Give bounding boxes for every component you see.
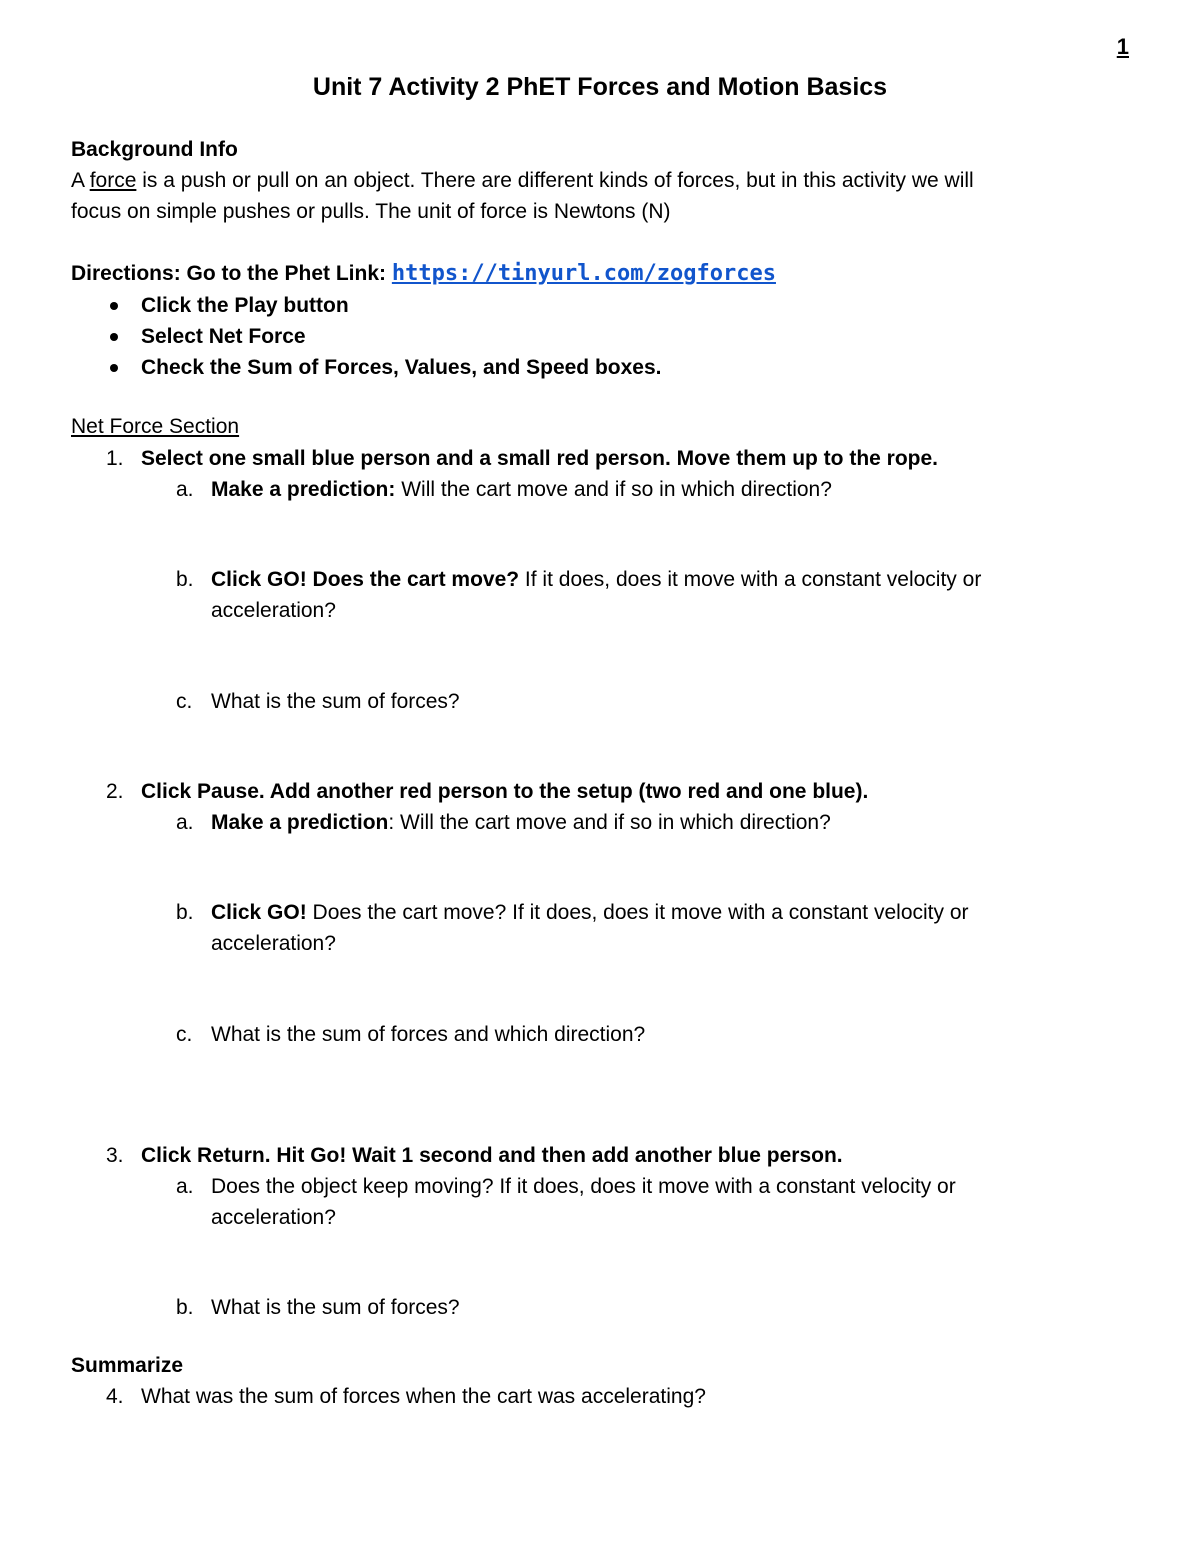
bullet-icon — [110, 333, 118, 341]
q3b-marker: b. — [176, 1296, 194, 1319]
direction-bullet-2: Select Net Force — [141, 325, 306, 348]
q1a-marker: a. — [176, 478, 194, 501]
q1a-bold: Make a prediction: — [211, 478, 396, 501]
q2a-bold: Make a prediction — [211, 811, 389, 834]
q3-text: Click Return. Hit Go! Wait 1 second and then add another blue person. — [141, 1144, 843, 1167]
q2c-marker: c. — [176, 1023, 193, 1046]
background-line-1 — [71, 165, 974, 196]
q1b-bold: Click GO! Does the cart move? — [211, 568, 520, 591]
q2-number: 2. — [106, 780, 124, 803]
background-line-1-post: is a push or pull on an object. There are different kinds of forces, but in this activity we will — [136, 169, 974, 192]
q2b-rest: Does the cart move? If it does, does it move with a constant velocity or — [306, 901, 969, 924]
q2-text: Click Pause. Add another red person to the setup (two red and one blue). — [141, 780, 869, 803]
page-title: Unit 7 Activity 2 PhET Forces and Motion Basics — [312, 73, 888, 101]
direction-bullet-3: Check the Sum of Forces, Values, and Speed boxes. — [141, 356, 662, 379]
q2c-text: What is the sum of forces and which direction? — [211, 1023, 646, 1046]
q2a-rest: : Will the cart move and if so in which direction? — [388, 811, 831, 834]
q3-number: 3. — [106, 1144, 124, 1167]
q1-number: 1. — [106, 447, 124, 470]
q1-text: Select one small blue person and a small red person. Move them up to the rope. — [141, 447, 939, 470]
q4-number: 4. — [106, 1385, 124, 1408]
q3a-text: Does the object keep moving? If it does, does it move with a constant velocity or — [211, 1175, 956, 1198]
directions-line — [71, 258, 776, 289]
q4-text: What was the sum of forces when the cart was accelerating? — [141, 1385, 706, 1408]
q1b-rest: If it does, does it move with a constant velocity or — [519, 568, 982, 591]
q2a-marker: a. — [176, 811, 194, 834]
q1b-text-2: acceleration? — [211, 599, 336, 622]
net-force-heading: Net Force Section — [71, 415, 240, 438]
phet-link[interactable]: https://tinyurl.com/zogforces — [391, 261, 776, 286]
q2b-bold: Click GO! — [211, 901, 307, 924]
q2b-marker: b. — [176, 901, 194, 924]
background-line-1-pre: A — [71, 169, 90, 192]
bullet-icon — [110, 302, 118, 310]
q2a-text — [211, 807, 831, 838]
bullet-icon — [110, 364, 118, 372]
background-line-2: focus on simple pushes or pulls. The unit of force is Newtons (N) — [71, 200, 671, 223]
summarize-heading: Summarize — [71, 1354, 184, 1377]
q3a-text-2: acceleration? — [211, 1206, 336, 1229]
q3b-text: What is the sum of forces? — [211, 1296, 460, 1319]
q2b-text-2: acceleration? — [211, 932, 336, 955]
q1a-rest: Will the cart move and if so in which direction? — [395, 478, 832, 501]
page-number: 1 — [1116, 34, 1129, 59]
directions-label: Directions: Go to the Phet Link: — [71, 262, 392, 285]
q1c-marker: c. — [176, 690, 193, 713]
q1b-text — [211, 564, 981, 595]
q1b-marker: b. — [176, 568, 194, 591]
background-heading: Background Info — [71, 138, 238, 161]
q1c-text: What is the sum of forces? — [211, 690, 460, 713]
q3a-marker: a. — [176, 1175, 194, 1198]
q2b-text — [211, 897, 969, 928]
force-term: force — [89, 169, 137, 192]
direction-bullet-1: Click the Play button — [141, 294, 349, 317]
q1a-text — [211, 474, 832, 505]
